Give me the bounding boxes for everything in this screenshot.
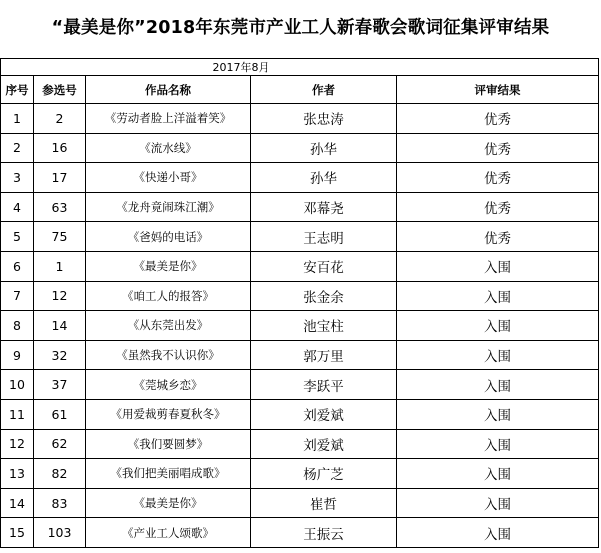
cell-entry-no: 103: [34, 518, 86, 548]
cell-author: 王振云: [251, 518, 397, 548]
cell-author: 李跃平: [251, 370, 397, 400]
cell-result: 入围: [397, 429, 599, 459]
cell-author: 邓幕尧: [251, 192, 397, 222]
cell-seq: 9: [1, 340, 34, 370]
table-row: [1, 163, 599, 193]
date-label: 2017年8月: [86, 59, 397, 76]
table-row: [1, 104, 599, 134]
table-row: [1, 192, 599, 222]
table-row: [1, 370, 599, 400]
cell-author: 杨广芝: [251, 459, 397, 489]
cell-work-name: 《快递小哥》: [86, 163, 251, 193]
cell-entry-no: 61: [34, 399, 86, 429]
cell-work-name: 《我们把美丽唱成歌》: [86, 459, 251, 489]
cell-result: 入围: [397, 340, 599, 370]
cell-entry-no: 16: [34, 133, 86, 163]
cell-entry-no: 14: [34, 311, 86, 341]
cell-author: 安百花: [251, 251, 397, 281]
cell-author: 刘爱斌: [251, 429, 397, 459]
cell-result: 入围: [397, 488, 599, 518]
cell-author: 王志明: [251, 222, 397, 252]
cell-author: 张忠涛: [251, 104, 397, 134]
cell-entry-no: 2: [34, 104, 86, 134]
table-row: [1, 399, 599, 429]
cell-result: 优秀: [397, 192, 599, 222]
cell-work-name: 《爸妈的电话》: [86, 222, 251, 252]
cell-result: 入围: [397, 399, 599, 429]
column-header-entry-no: 参选号: [34, 76, 86, 104]
cell-work-name: 《流水线》: [86, 133, 251, 163]
table-row: [1, 133, 599, 163]
cell-result: 入围: [397, 370, 599, 400]
cell-seq: 10: [1, 370, 34, 400]
cell-seq: 13: [1, 459, 34, 489]
cell-result: 入围: [397, 251, 599, 281]
page-title: “最美是你”2018年东莞市产业工人新春歌会歌词征集评审结果: [51, 18, 550, 38]
cell-entry-no: 12: [34, 281, 86, 311]
cell-seq: 2: [1, 133, 34, 163]
table-row: [1, 311, 599, 341]
cell-author: 崔哲: [251, 488, 397, 518]
cell-result: 入围: [397, 281, 599, 311]
column-header-work-name: 作品名称: [86, 76, 251, 104]
cell-work-name: 《我们要圆梦》: [86, 429, 251, 459]
cell-seq: 7: [1, 281, 34, 311]
column-header-author: 作者: [251, 76, 397, 104]
table-row: [1, 281, 599, 311]
results-table: [0, 58, 599, 548]
cell-entry-no: 1: [34, 251, 86, 281]
cell-entry-no: 63: [34, 192, 86, 222]
cell-result: 优秀: [397, 104, 599, 134]
cell-seq: 5: [1, 222, 34, 252]
cell-work-name: 《最美是你》: [86, 251, 251, 281]
cell-author: 刘爱斌: [251, 399, 397, 429]
table-row: [1, 488, 599, 518]
cell-entry-no: 37: [34, 370, 86, 400]
cell-result: 入围: [397, 459, 599, 489]
cell-seq: 11: [1, 399, 34, 429]
cell-entry-no: 62: [34, 429, 86, 459]
cell-work-name: 《从东莞出发》: [86, 311, 251, 341]
cell-entry-no: 75: [34, 222, 86, 252]
cell-work-name: 《用爱裁剪春夏秋冬》: [86, 399, 251, 429]
cell-work-name: 《产业工人颂歌》: [86, 518, 251, 548]
table-row: [1, 340, 599, 370]
cell-seq: 15: [1, 518, 34, 548]
cell-entry-no: 32: [34, 340, 86, 370]
table-row: [1, 459, 599, 489]
cell-result: 优秀: [397, 222, 599, 252]
cell-work-name: 《龙舟竟闹珠江潮》: [86, 192, 251, 222]
header-row: [1, 76, 599, 104]
table-row: [1, 222, 599, 252]
cell-work-name: 《虽然我不认识你》: [86, 340, 251, 370]
cell-result: 优秀: [397, 163, 599, 193]
cell-work-name: 《劳动者脸上洋溢着笑》: [86, 104, 251, 134]
cell-entry-no: 17: [34, 163, 86, 193]
cell-seq: 1: [1, 104, 34, 134]
cell-author: 孙华: [251, 163, 397, 193]
cell-seq: 12: [1, 429, 34, 459]
column-header-result: 评审结果: [397, 76, 599, 104]
cell-work-name: 《咱工人的报答》: [86, 281, 251, 311]
cell-work-name: 《莞城乡恋》: [86, 370, 251, 400]
cell-seq: 14: [1, 488, 34, 518]
table-row: [1, 518, 599, 548]
cell-seq: 6: [1, 251, 34, 281]
cell-author: 孙华: [251, 133, 397, 163]
column-header-seq: 序号: [1, 76, 34, 104]
table-row: [1, 429, 599, 459]
cell-work-name: 《最美是你》: [86, 488, 251, 518]
cell-author: 张金余: [251, 281, 397, 311]
table-row: [1, 251, 599, 281]
cell-entry-no: 83: [34, 488, 86, 518]
cell-entry-no: 82: [34, 459, 86, 489]
cell-seq: 4: [1, 192, 34, 222]
cell-result: 优秀: [397, 133, 599, 163]
cell-author: 池宝柱: [251, 311, 397, 341]
cell-seq: 8: [1, 311, 34, 341]
cell-result: 入围: [397, 311, 599, 341]
date-row: [1, 59, 599, 76]
cell-seq: 3: [1, 163, 34, 193]
table-body: [1, 104, 599, 548]
cell-author: 郭万里: [251, 340, 397, 370]
cell-result: 入围: [397, 518, 599, 548]
